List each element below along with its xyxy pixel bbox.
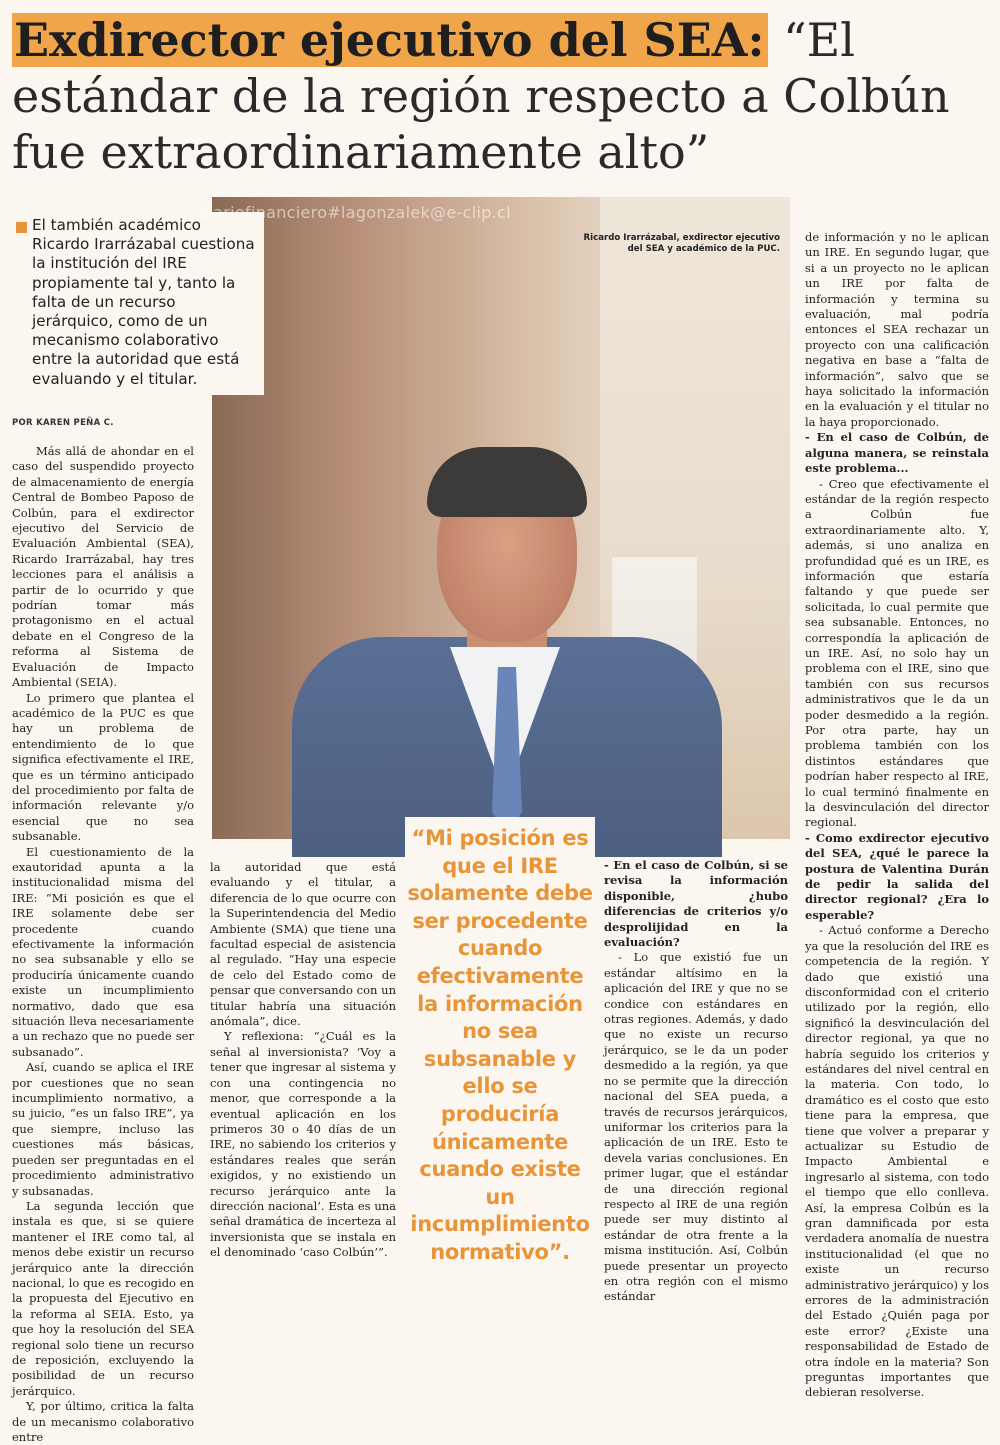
interview-question: - Como exdirector ejecutivo del SEA, ¿qué le parece la postura de Valentina Durán de pedir la salida del director regional? ¿Era lo esperable? <box>805 830 989 922</box>
paragraph: Más allá de ahondar en el caso del suspendido proyecto de almacenamiento de energía Central de Bombeo Paposo de Colbún, para el exdirector ejecutivo del Servicio de Evaluación Ambiental (SEA), Ricardo Irarrázabal, hay tres lecciones para el análisis a partir de lo ocurrido y que podrían tomar más protagonismo en el actual debate en el Congreso de la reforma al Sistema de Evaluación de Impacto Ambiental (SEIA). <box>12 444 194 690</box>
paragraph: de información y no le aplican un IRE. En segundo lugar, que si a un proyecto no le aplican un IRE por falta de información y termina su evaluación, mal podría entonces el SEA rechazar un proyecto con una calificación negativa en base a “falta de información”, salvo que se haya solicitado la información en la evaluación y el titular no la haya proporcionado. <box>805 230 989 429</box>
lead-summary <box>12 212 264 395</box>
paragraph: la autoridad que está evaluando y el titular, a diferencia de lo que ocurre con la Superintendencia del Medio Ambiente (SMA) que tiene una facultad especial de asistencia al regulado. “Hay una especie de celo del Estado como de pensar que conversando con un titular habría una situación anómala”, dice. <box>210 860 396 1029</box>
interview-question: - En el caso de Colbún, de alguna manera, se reinstala este problema... <box>805 430 989 476</box>
column-1 <box>12 444 194 1445</box>
headline <box>12 12 982 180</box>
paragraph: Y, por último, critica la falta de un mecanismo colaborativo entre <box>12 1399 194 1444</box>
paragraph: Lo primero que plantea el académico de la PUC es que hay un problema de entendimiento de lo que significa efectivamente el IRE, que es un término anticipado del procedimiento por falta de información relevante y/o esencial que no sea subsanable. <box>12 690 194 844</box>
column-3 <box>604 858 788 1305</box>
column-2 <box>210 860 396 1261</box>
interview-question: - En el caso de Colbún, si se revisa la información disponible, ¿hubo diferencias de criterios y/o desprolijidad en la evaluación? <box>604 858 788 950</box>
lead-text: El también académico Ricardo Irarrázabal cuestiona la institución del IRE propiamente tal y, tanto la falta de un recurso jerárquico, como de un mecanismo colaborativo entre la autoridad que está evaluando y el titular. <box>32 216 255 388</box>
paragraph: Así, cuando se aplica el IRE por cuestiones que no sean incumplimiento normativo, a su juicio, “es un falso IRE”, ya que siempre, incluso las cuestiones más básicas, pueden ser preguntadas en el procedimiento administrativo y subsanadas. <box>12 1060 194 1198</box>
interview-answer: - Actuó conforme a Derecho ya que la resolución del IRE es competencia de la región. Y dado que existió una disconformidad con el criterio utilizado por la región, ello significó la desvinculación del director regional, ya que no habría seguido los criterios y estándares del nivel central en la materia. Con todo, lo dramático es el costo que esto tiene para la empresa, que tiene que volver a preparar y actualizar su Estudio de Impacto Ambiental e ingresarlo al sistema, con todo el tiempo que ello conlleva. Así, la empresa Colbún es la gran damnificada por esta verdadera anomalía de nuestra institucionalidad (el que no existe un recurso administrativo jerárquico) y los errores de la administración del Estado ¿Quién paga por este error? ¿Existe una responsabilidad de Estado de otra índole en la materia? Son preguntas importantes que debieran resolverse. <box>805 923 989 1400</box>
byline: POR KAREN PEÑA C. <box>12 418 114 428</box>
pull-quote: “Mi posición es que el IRE solamente debe ser procedente cuando efectivamente la información no sea subsanable y ello se produciría únicamente cuando existe un incumplimiento normativo”. <box>405 817 595 1197</box>
paragraph: El cuestionamiento de la exautoridad apunta a la institucionalidad misma del IRE: “Mi posición es que el IRE solamente debe ser procedente cuando efectivamente la información no sea subsanable y ello se produciría únicamente cuando existe un incumplimiento normativo, dado que esa situación lleva necesariamente a un rechazo que no puede ser subsanado”. <box>12 844 194 1059</box>
portrait-photo <box>212 197 790 839</box>
paragraph: Y reflexiona: “¿Cuál es la señal al inversionista? ‘Voy a tener que ingresar al sistema y con una contingencia no menor, que corresponde a la eventual aplicación en los primeros 30 o 40 días de un IRE, no sabiendo los criterios y estándares reales que serán exigidos, y no existiendo un recurso jerárquico ante la dirección nacional’. Esta es una señal dramática de incerteza al inversionista que se instala en el denominado ‘caso Colbún’”. <box>210 1029 396 1260</box>
headline-quote: “El estándar de la región respecto a Colbún fue extraordinariamente alto” <box>12 13 950 179</box>
paragraph: La segunda lección que instala es que, si se quiere mantener el IRE como tal, al menos debe existir un recurso jerárquico ante la dirección nacional, lo que es recogido en la propuesta del Ejecutivo en la reforma al SEIA. Esto, ya que hoy la resolución del SEA regional solo tiene un recurso de reposición, excluyendo la posibilidad de un recurso jerárquico. <box>12 1198 194 1398</box>
photo-caption: Ricardo Irarrázabal, exdirector ejecutivo del SEA y académico de la PUC. <box>583 233 780 254</box>
headline-highlight: Exdirector ejecutivo del SEA: <box>12 13 768 67</box>
photo-hair <box>427 447 587 517</box>
watermark: diariofinanciero#lagonzalek@e-clip.cl <box>198 203 511 222</box>
interview-answer: - Lo que existió fue un estándar altísimo en la aplicación del IRE y que no se condice con estándares en otras regiones. Además, y dado que no existe un recurso jerárquico, se le da un poder desmedido a la región, ya que no se permite que la dirección nacional del SEA pueda, a través de recursos jerárquicos, uniformar los criterios para la aplicación de un IRE. Esto te devela varias conclusiones. En primer lugar, que el estándar de una dirección regional respecto al IRE de una región puede ser muy distinto al estándar de otra frente a la misma institución. Así, Colbún puede presentar un proyecto en otra región con el mismo estándar <box>604 950 788 1304</box>
lead-square-icon <box>16 222 27 233</box>
interview-answer: - Creo que efectivamente el estándar de la región respecto a Colbún fue extraordinariamente alto. Y, además, si uno analiza en profundidad qué es un IRE, es información que estaría faltando y que puede ser solicitada, lo cual permite que sea subsanable. Entonces, no correspondía la aplicación de un IRE. Así, no solo hay un problema con el IRE, sino que también con sus recursos administrativos que le da un poder desmedido a la región. Por otra parte, hay un problema también con los distintos estándares que podrían haber respecto al IRE, lo cual terminó finalmente en la desvinculación del director regional. <box>805 476 989 830</box>
column-4 <box>805 230 989 1401</box>
